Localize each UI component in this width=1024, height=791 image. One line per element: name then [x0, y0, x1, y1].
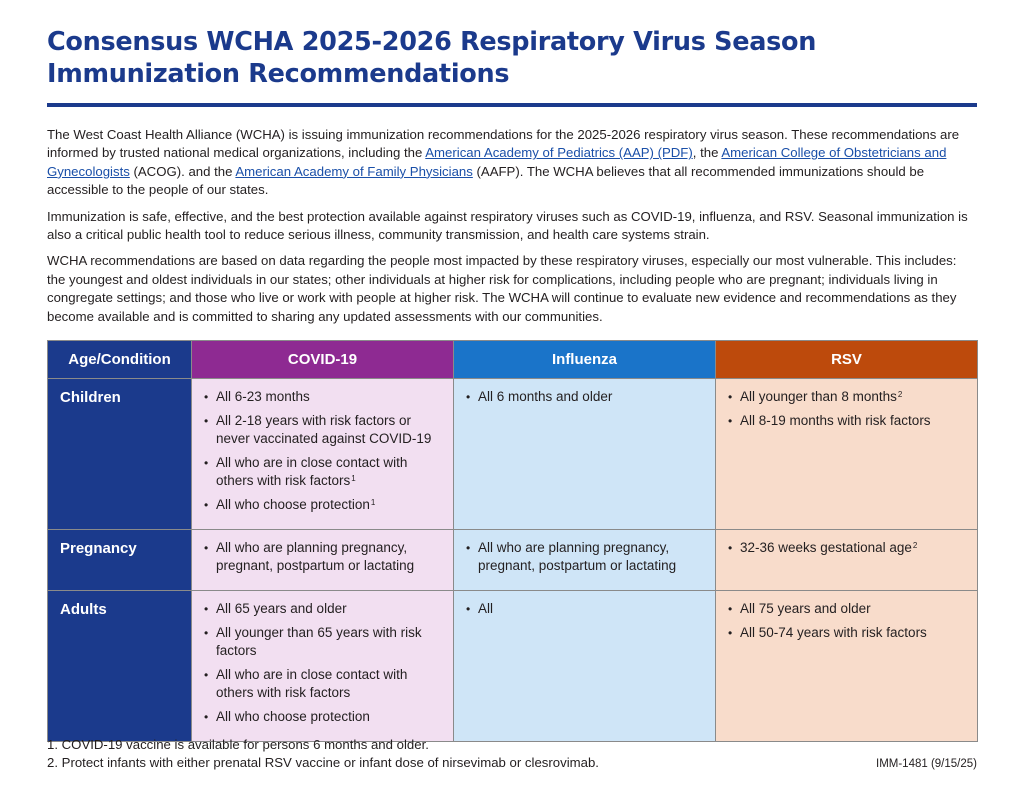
- title-divider: [47, 103, 977, 107]
- page-title: [47, 26, 977, 90]
- header-covid: COVID-19: [192, 341, 454, 379]
- recommendation-text: All who choose protection: [216, 497, 370, 512]
- footnote-2: 2. Protect infants with either prenatal RSV vaccine or infant dose of nirsevimab or clesrovimab.: [47, 754, 599, 770]
- intro-text: (AAFP). The WCHA believes that all recommended immunizations should be accessible to the people of our states.: [47, 163, 925, 198]
- recommendation-text: All 6 months and older: [478, 389, 613, 404]
- list-item: [727, 600, 966, 618]
- list-item: [203, 600, 442, 618]
- aap-link[interactable]: American Academy of Pediatrics (AAP) (PDF): [425, 145, 693, 161]
- intro-paragraph-2: Immunization is safe, effective, and the best protection available against respiratory viruses such as COVID-19, influenza, and RSV. Seasonal immunization is also a critical public health tool to reduce serious illness, community transmission, and health care systems strain.: [47, 208, 968, 243]
- recommendation-text: All who are planning pregnancy, pregnant, postpartum or lactating: [216, 540, 415, 573]
- list-item: [203, 708, 442, 726]
- footnote-ref: 2: [897, 390, 903, 399]
- recommendation-text: All who are planning pregnancy, pregnant, postpartum or lactating: [478, 540, 677, 573]
- recommendation-text: All who are in close contact with others with risk factors: [216, 667, 408, 700]
- list-item: [727, 412, 966, 430]
- table-row: [48, 530, 978, 591]
- table-row: [48, 591, 978, 742]
- recommendation-text: All 65 years and older: [216, 601, 347, 616]
- intro-text: , the: [692, 145, 722, 161]
- covid-cell: [192, 530, 454, 591]
- title-line-1: Consensus WCHA 2025-2026 Respiratory Virus Season: [47, 27, 817, 57]
- recommendation-text: All younger than 8 months: [740, 389, 897, 404]
- list-item: [727, 539, 966, 557]
- covid-cell: [192, 379, 454, 530]
- list-item: [465, 388, 704, 406]
- header-rsv: RSV: [716, 341, 978, 379]
- recommendation-text: All who are in close contact with others with risk factors: [216, 455, 408, 488]
- recommendation-list: [455, 592, 714, 632]
- footnote-ref: 1: [370, 498, 376, 507]
- recommendation-text: All younger than 65 years with risk factors: [216, 625, 422, 658]
- recommendation-text: 32-36 weeks gestational age: [740, 540, 912, 555]
- intro-text: The West Coast Health Alliance (WCHA) is issuing immunization recommendations for the 2025-2026 respiratory virus season. These recommendations are informed by trusted national medical organizations, including the: [47, 127, 960, 161]
- document-code: IMM-1481 (9/15/25): [876, 758, 977, 770]
- recommendation-list: [455, 380, 714, 420]
- row-label: Children: [48, 379, 192, 530]
- recommendation-list: [193, 531, 452, 589]
- recommendation-list: [193, 592, 452, 740]
- list-item: [727, 388, 966, 406]
- footnote-1: 1. COVID-19 vaccine is available for persons 6 months and older.: [47, 737, 429, 752]
- recommendation-list: [717, 531, 976, 571]
- recommendation-text: All 75 years and older: [740, 601, 871, 616]
- rsv-cell: [716, 591, 978, 742]
- list-item: [203, 496, 442, 514]
- list-item: [203, 666, 442, 702]
- recommendation-list: [455, 531, 714, 589]
- list-item: [465, 539, 704, 575]
- rsv-cell: [716, 379, 978, 530]
- recommendation-text: All 2-18 years with risk factors or never vaccinated against COVID-19: [216, 413, 432, 446]
- list-item: [203, 624, 442, 660]
- list-item: [203, 454, 442, 490]
- rsv-cell: [716, 530, 978, 591]
- acog-link[interactable]: American College of Obstetricians and Gynecologists: [47, 145, 947, 179]
- intro-paragraph-1: [47, 126, 977, 200]
- header-age-condition: Age/Condition: [48, 341, 192, 379]
- list-item: [203, 412, 442, 448]
- list-item: [727, 624, 966, 642]
- footnote-ref: 2: [912, 541, 918, 550]
- recommendations-table: [47, 340, 978, 742]
- header-influenza: Influenza: [454, 341, 716, 379]
- intro-paragraph-3: WCHA recommendations are based on data regarding the people most impacted by these respiratory viruses, especially our most vulnerable. This includes: the youngest and oldest individuals in our states; other individuals at higher risk for complications, including people who are pregnant; individuals living in congregate settings; and those who live or work with people at higher risk. The WCHA will continue to evaluate new evidence and recommendations as they become available and is committed to sharing any updated assessments with our communities.: [47, 253, 957, 324]
- covid-cell: [192, 591, 454, 742]
- row-label: Adults: [48, 591, 192, 742]
- footnote-ref: 1: [351, 474, 356, 483]
- table-row: [48, 379, 978, 530]
- table-header-row: [48, 341, 978, 379]
- recommendation-list: [717, 380, 976, 444]
- recommendation-text: All 8-19 months with risk factors: [740, 413, 931, 428]
- flu-cell: [454, 379, 716, 530]
- recommendation-list: [193, 380, 452, 528]
- recommendation-text: All: [478, 601, 494, 616]
- list-item: [203, 539, 442, 575]
- intro-section: [47, 126, 977, 334]
- recommendation-text: All 50-74 years with risk factors: [740, 625, 927, 640]
- recommendation-text: All who choose protection: [216, 709, 370, 724]
- flu-cell: [454, 530, 716, 591]
- title-line-2: Immunization Recommendations: [47, 59, 510, 89]
- flu-cell: [454, 591, 716, 742]
- footnotes: [47, 736, 747, 771]
- recommendation-list: [717, 592, 976, 656]
- intro-text: (ACOG). and the: [129, 163, 236, 179]
- row-label: Pregnancy: [48, 530, 192, 591]
- recommendation-text: All 6-23 months: [216, 389, 310, 404]
- list-item: [203, 388, 442, 406]
- list-item: [465, 600, 704, 618]
- table-body: [48, 379, 978, 742]
- aafp-link[interactable]: American Academy of Family Physicians: [235, 163, 473, 179]
